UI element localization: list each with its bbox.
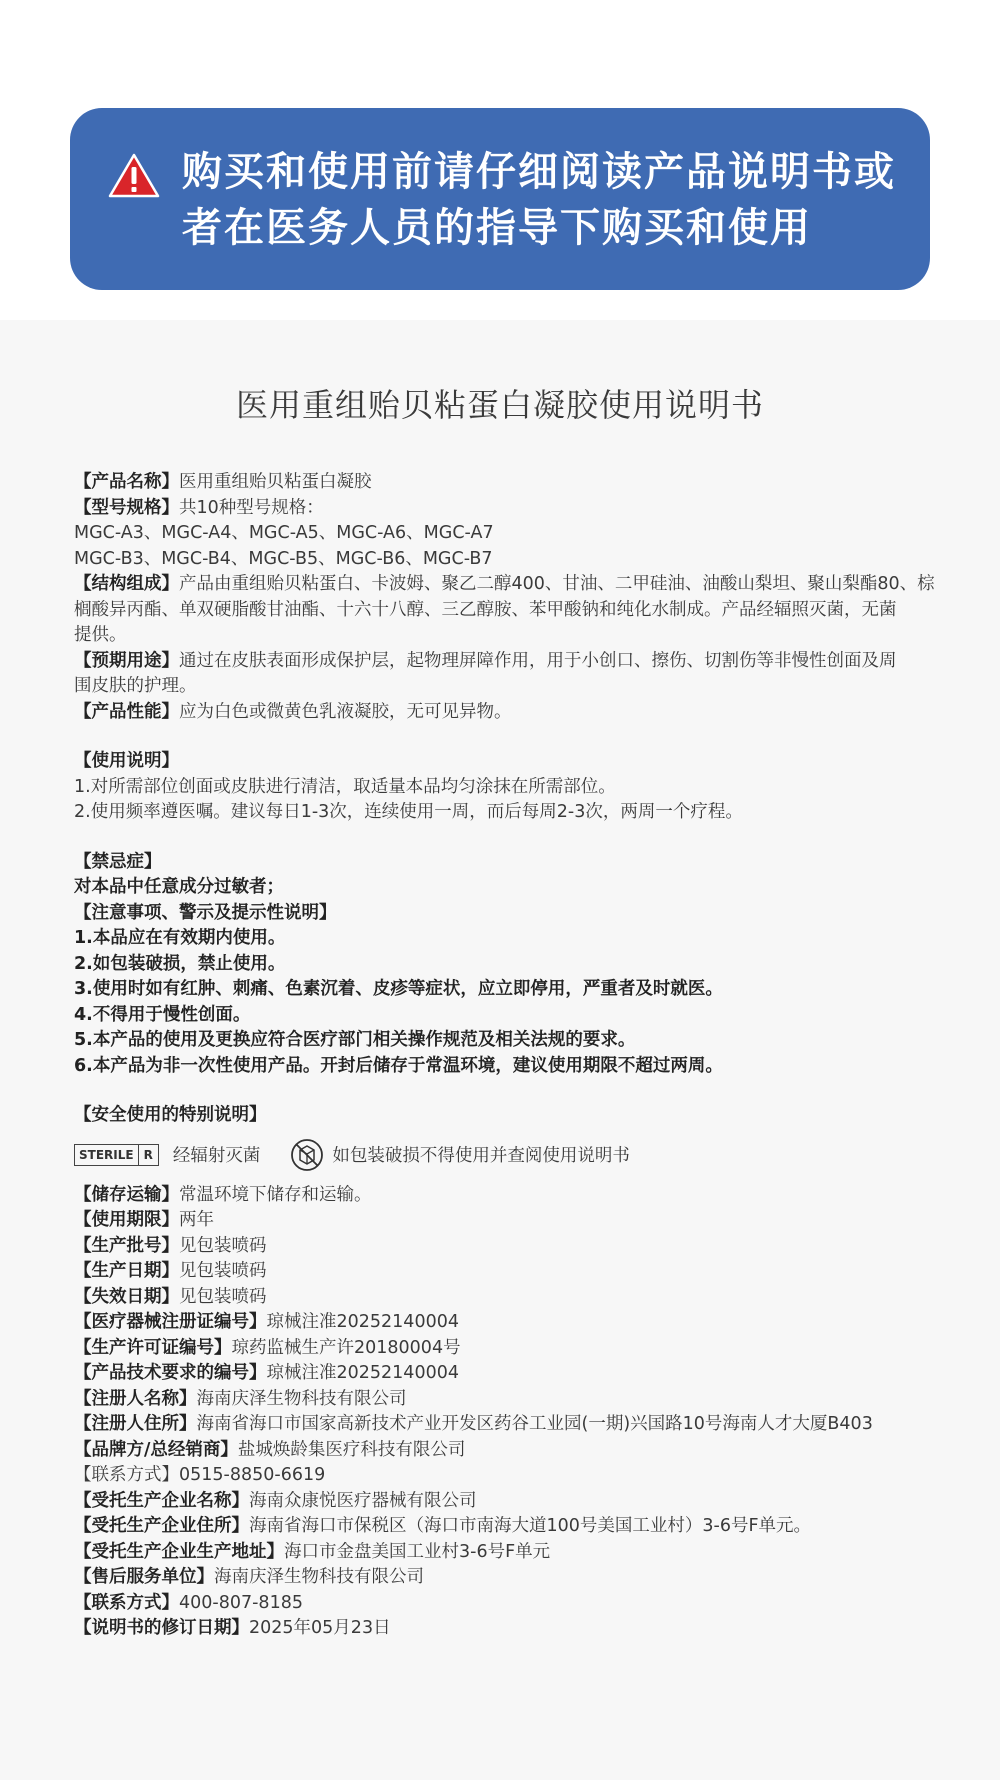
detail-line xyxy=(74,1310,944,1336)
detail-label: 【受托生产企业生产地址】 xyxy=(74,1541,284,1562)
performance-label: 【产品性能】 xyxy=(74,701,179,722)
structure-line-3: 提供。 xyxy=(74,625,127,645)
detail-line xyxy=(74,1514,944,1540)
document-content xyxy=(74,470,944,1642)
warning-triangle-icon xyxy=(108,153,160,199)
detail-line xyxy=(74,1361,944,1387)
purpose-text-1: 通过在皮肤表面形成保护层，起物理屏障作用，用于小创口、擦伤、切割伤等非慢性创面及周 xyxy=(179,650,897,671)
warning-banner-text xyxy=(182,144,902,256)
detail-label: 【使用期限】 xyxy=(74,1210,179,1230)
detail-label: 【联系方式】 xyxy=(74,1465,179,1485)
performance-value: 应为白色或微黄色乳液凝胶，无可见异物。 xyxy=(179,701,512,722)
detail-line xyxy=(74,1183,944,1209)
model-label: 【型号规格】 xyxy=(74,497,179,518)
detail-value: 常温环境下储存和运输。 xyxy=(179,1184,372,1205)
sterile-label: 经辐射灭菌 xyxy=(172,1146,261,1166)
detail-label: 【失效日期】 xyxy=(74,1286,179,1307)
detail-line xyxy=(74,1285,944,1311)
detail-value: 琼药监械生产许20180004号 xyxy=(231,1337,461,1358)
no-damage-label: 如包装破损不得使用并查阅使用说明书 xyxy=(332,1146,630,1166)
do-not-use-if-damaged-icon xyxy=(290,1138,324,1172)
usage-item: 2.使用频率遵医嘱。建议每日1-3次，连续使用一周，而后每周2-3次，两周一个疗程。 xyxy=(74,802,743,822)
detail-label: 【生产许可证编号】 xyxy=(74,1337,232,1358)
detail-value: 海南众康悦医疗器械有限公司 xyxy=(249,1490,477,1511)
detail-value: 琼械注准20252140004 xyxy=(266,1312,459,1332)
detail-label: 【生产日期】 xyxy=(74,1261,179,1281)
detail-value: 见包装喷码 xyxy=(179,1286,267,1307)
precaution-item: 2.如包装破损，禁止使用。 xyxy=(74,953,286,974)
spacer xyxy=(74,826,944,850)
detail-value: 见包装喷码 xyxy=(179,1261,267,1281)
detail-label: 【售后服务单位】 xyxy=(74,1567,214,1587)
detail-value: 海南庆泽生物科技有限公司 xyxy=(196,1388,407,1409)
product-name-value: 医用重组贻贝粘蛋白凝胶 xyxy=(179,472,372,492)
structure-text-1: 产品由重组贻贝粘蛋白、卡波姆、聚乙二醇400、甘油、二甲硅油、油酸山梨坦、聚山梨酯80、棕 xyxy=(179,574,935,594)
detail-value: 见包装喷码 xyxy=(179,1235,267,1256)
purpose-line-1 xyxy=(74,649,944,675)
detail-value: 海口市金盘美国工业村3-6号F单元 xyxy=(284,1541,551,1562)
model-line xyxy=(74,496,944,522)
purpose-label: 【预期用途】 xyxy=(74,650,179,671)
contraindication-heading: 【禁忌症】 xyxy=(74,851,162,872)
structure-label: 【结构组成】 xyxy=(74,574,179,594)
model-row-b: MGC-B3、MGC-B4、MGC-B5、MGC-B6、MGC-B7 xyxy=(74,548,493,569)
detail-label: 【说明书的修订日期】 xyxy=(74,1618,249,1638)
purpose-line-2: 围皮肤的护理。 xyxy=(74,676,197,696)
safety-heading: 【安全使用的特别说明】 xyxy=(74,1105,267,1125)
spacer xyxy=(74,1079,944,1103)
model-value: 共10种型号规格： xyxy=(179,497,324,518)
detail-label: 【生产批号】 xyxy=(74,1235,179,1256)
detail-line xyxy=(74,1616,944,1642)
safety-symbols-row xyxy=(74,1135,944,1175)
detail-label: 【受托生产企业住所】 xyxy=(74,1516,249,1536)
precaution-item: 4.不得用于慢性创面。 xyxy=(74,1004,251,1025)
performance-line xyxy=(74,700,944,726)
detail-line xyxy=(74,1336,944,1362)
document-title: 医用重组贻贝粘蛋白凝胶使用说明书 xyxy=(235,386,764,424)
detail-label: 【受托生产企业名称】 xyxy=(74,1490,249,1511)
detail-value: 2025年05月23日 xyxy=(249,1618,391,1638)
sterile-r-text: R xyxy=(138,1145,158,1165)
detail-line xyxy=(74,1259,944,1285)
banner-line-1: 购买和使用前请仔细阅读产品说明书或 xyxy=(182,149,896,195)
structure-line-2: 榈酸异丙酯、单双硬脂酸甘油酯、十六十八醇、三乙醇胺、苯甲酸钠和纯化水制成。产品经辐照灭菌，无菌 xyxy=(74,599,897,620)
detail-label: 【品牌方/总经销商】 xyxy=(74,1439,238,1460)
usage-item: 1.对所需部位创面或皮肤进行清洁，取适量本品均匀涂抹在所需部位。 xyxy=(74,776,616,797)
precautions-heading: 【注意事项、警示及提示性说明】 xyxy=(74,902,337,923)
precaution-item: 3.使用时如有红肿、刺痛、色素沉着、皮疹等症状，应立即停用，严重者及时就医。 xyxy=(74,979,723,999)
detail-label: 【注册人名称】 xyxy=(74,1388,197,1409)
precaution-item: 6.本产品为非一次性使用产品。开封后储存于常温环境，建议使用期限不超过两周。 xyxy=(74,1055,723,1076)
detail-line xyxy=(74,1463,944,1489)
detail-line xyxy=(74,1489,944,1515)
detail-value: 海南庆泽生物科技有限公司 xyxy=(214,1567,424,1587)
detail-value: 海南省海口市保税区（海口市南海大道100号美国工业村）3-6号F单元。 xyxy=(249,1516,812,1536)
banner-line-2: 者在医务人员的指导下购买和使用 xyxy=(182,205,812,251)
product-name-label: 【产品名称】 xyxy=(74,472,179,492)
model-row-a: MGC-A3、MGC-A4、MGC-A5、MGC-A6、MGC-A7 xyxy=(74,523,494,543)
detail-value: 琼械注准20252140004 xyxy=(266,1363,459,1383)
usage-heading: 【使用说明】 xyxy=(74,751,179,771)
detail-line xyxy=(74,1591,944,1617)
detail-value: 两年 xyxy=(179,1210,214,1230)
warning-banner xyxy=(70,108,930,290)
detail-line xyxy=(74,1234,944,1260)
detail-label: 【产品技术要求的编号】 xyxy=(74,1363,267,1383)
sterile-r-symbol xyxy=(74,1144,159,1166)
detail-value: 海南省海口市国家高新技术产业开发区药谷工业园(一期)兴国路10号海南人才大厦B403 xyxy=(196,1414,873,1434)
product-name-line xyxy=(74,470,944,496)
detail-line xyxy=(74,1540,944,1566)
detail-label: 【注册人住所】 xyxy=(74,1414,197,1434)
detail-label: 【储存运输】 xyxy=(74,1184,179,1205)
detail-label: 【医疗器械注册证编号】 xyxy=(74,1312,267,1332)
contraindication-value: 对本品中任意成分过敏者； xyxy=(74,877,284,897)
structure-line-1 xyxy=(74,572,944,598)
detail-value: 0515-8850-6619 xyxy=(179,1465,326,1485)
detail-label: 【联系方式】 xyxy=(74,1592,179,1613)
precaution-item: 5.本产品的使用及更换应符合医疗部门相关操作规范及相关法规的要求。 xyxy=(74,1030,636,1050)
detail-line xyxy=(74,1208,944,1234)
spacer xyxy=(74,725,944,749)
sterile-text: STERILE xyxy=(79,1147,134,1162)
precaution-item: 1.本品应在有效期内使用。 xyxy=(74,928,286,948)
details-list xyxy=(74,1183,944,1642)
detail-line xyxy=(74,1565,944,1591)
detail-value: 盐城焕龄集医疗科技有限公司 xyxy=(237,1439,466,1460)
detail-value: 400-807-8185 xyxy=(179,1592,303,1613)
detail-line xyxy=(74,1438,944,1464)
detail-line xyxy=(74,1387,944,1413)
detail-line xyxy=(74,1412,944,1438)
